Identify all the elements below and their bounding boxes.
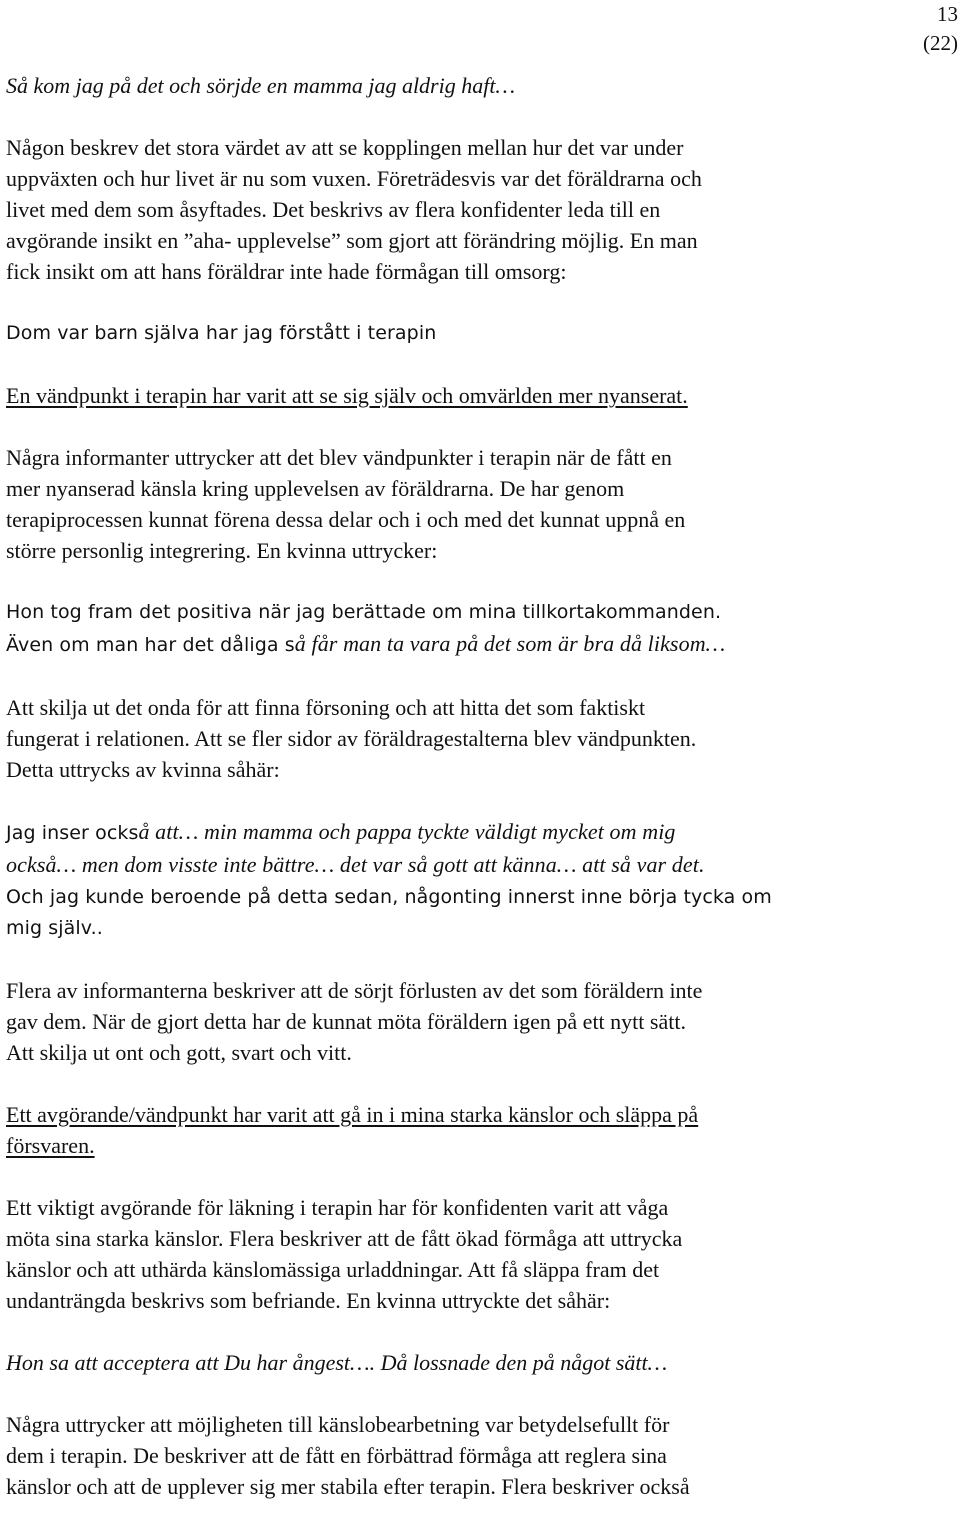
- paragraph: [6, 692, 946, 785]
- text-line: gav dem. När de gjort detta har de kunnat möta föräldern igen på ett nytt sätt.: [6, 1009, 686, 1034]
- text-line: [6, 849, 946, 882]
- text-line: [6, 628, 946, 661]
- underlined-statement: [6, 380, 946, 411]
- interview-quote: [6, 816, 946, 944]
- text-line: Några informanter uttrycker att det blev vändpunkter i terapin när de fått en: [6, 445, 672, 470]
- text-line: Hon tog fram det positiva när jag berättade om mina tillkortakommanden.: [6, 601, 722, 623]
- paragraph: [6, 442, 946, 566]
- text-line: Detta uttrycks av kvinna såhär:: [6, 757, 280, 782]
- text-line: En vändpunkt i terapin har varit att se sig själv och omvärlden mer nyanserat.: [6, 383, 688, 408]
- text-line: undanträngda beskrivs som befriande. En kvinna uttryckte det såhär:: [6, 1288, 611, 1313]
- text-line: terapiprocessen kunnat förena dessa delar och i och med det kunnat uppnå en: [6, 507, 686, 532]
- paragraph: [6, 975, 946, 1068]
- text-line: känslor och att de upplever sig mer stabila efter terapin. Flera beskriver också: [6, 1474, 690, 1499]
- text-fragment-italic: också… men dom visste inte bättre… det var så gott att känna… att så var det.: [6, 852, 705, 877]
- text-fragment: Även om man har det dåliga s: [6, 634, 295, 656]
- text-line: mig själv..: [6, 917, 103, 939]
- text-fragment: försvaren.: [6, 1133, 95, 1158]
- paragraph: [6, 1409, 946, 1502]
- quote-heading: [6, 70, 946, 101]
- text-line: dem i terapin. De beskriver att de fått en förbättrad förmåga att reglera sina: [6, 1443, 667, 1468]
- text-line: Dom var barn själva har jag förstått i terapin: [6, 322, 437, 344]
- text-line: [6, 816, 946, 849]
- interview-quote: [6, 318, 946, 349]
- text-fragment: Jag inser ocks: [6, 822, 139, 844]
- text-line: Och jag kunde beroende på detta sedan, någonting innerst inne börja tycka om: [6, 886, 772, 908]
- text-line: Hon sa att acceptera att Du har ångest…. Då lossnade den på något sätt…: [6, 1350, 668, 1375]
- text-line: livet med dem som åsyftades. Det beskrivs av flera konfidenter leda till en: [6, 197, 661, 222]
- text-fragment-italic: å får man ta vara på det som är bra då liksom…: [294, 631, 726, 656]
- text-line: möta sina starka känslor. Flera beskriver att de fått ökad förmåga att uttrycka: [6, 1226, 683, 1251]
- text-line: [6, 1130, 946, 1161]
- page-number: [923, 0, 958, 58]
- text-line: Någon beskrev det stora värdet av att se kopplingen mellan hur det var under: [6, 135, 684, 160]
- text-line: avgörande insikt en ”aha- upplevelse” som gjort att förändring möjlig. En man: [6, 228, 698, 253]
- text-line: större personlig integrering. En kvinna uttrycker:: [6, 538, 438, 563]
- paragraph: [6, 132, 946, 287]
- text-line: Så kom jag på det och sörjde en mamma jag aldrig haft…: [6, 73, 516, 98]
- text-line: uppväxten och hur livet är nu som vuxen. Företrädesvis var det föräldrarna och: [6, 166, 702, 191]
- text-line: Att skilja ut det onda för att finna försoning och att hitta det som faktiskt: [6, 695, 646, 720]
- page-number-total: (22): [923, 31, 958, 55]
- text-line: Ett viktigt avgörande för läkning i terapin har för konfidenten varit att våga: [6, 1195, 669, 1220]
- text-line: känslor och att uthärda känslomässiga urladdningar. Att få släppa fram det: [6, 1257, 660, 1282]
- interview-quote: [6, 1347, 946, 1378]
- text-fragment-italic: å att… min mamma och pappa tyckte väldigt mycket om mig: [138, 819, 676, 844]
- underlined-statement: [6, 1099, 946, 1161]
- text-line: mer nyanserad känsla kring upplevelsen av föräldrarna. De har genom: [6, 476, 625, 501]
- paragraph: [6, 1192, 946, 1316]
- text-line: Flera av informanterna beskriver att de sörjt förlusten av det som föräldern inte: [6, 978, 703, 1003]
- interview-quote: [6, 597, 946, 661]
- text-line: Några uttrycker att möjligheten till känslobearbetning var betydelsefullt för: [6, 1412, 670, 1437]
- text-line: fungerat i relationen. Att se fler sidor av föräldragestalterna blev vändpunkten.: [6, 726, 697, 751]
- text-line: Att skilja ut ont och gott, svart och vitt.: [6, 1040, 352, 1065]
- text-line: Ett avgörande/vändpunkt har varit att gå in i mina starka känslor och släppa på: [6, 1102, 699, 1127]
- page-number-current: 13: [937, 2, 958, 26]
- document-body: [6, 70, 946, 1533]
- text-line: fick insikt om att hans föräldrar inte hade förmågan till omsorg:: [6, 259, 567, 284]
